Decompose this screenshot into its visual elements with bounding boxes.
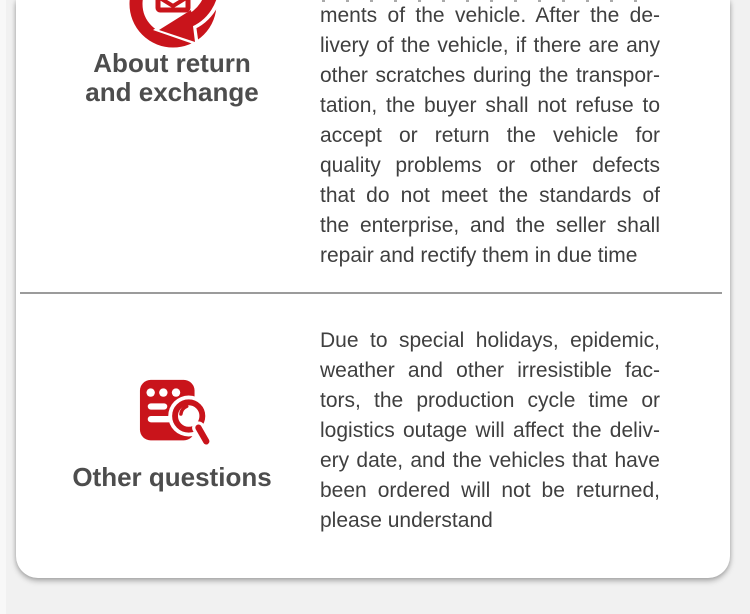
paragraph-line: accept or return the vehicle for <box>320 124 660 147</box>
paragraph-line: Due to special holidays, epidemic, <box>320 329 660 352</box>
paragraph-line: that do not meet the standards of <box>320 184 660 207</box>
document-search-magnifier-icon <box>138 377 216 455</box>
return-exchange-circular-arrows-icon <box>123 0 223 50</box>
page-left-gutter <box>0 0 6 614</box>
section-title-return-exchange: About return and exchange <box>85 48 259 107</box>
paragraph-line: repair and rectify them in due time <box>320 244 638 267</box>
faq-paragraph-return-exchange <box>320 1 660 271</box>
paragraph-line: the enterprise, and the seller shall <box>320 214 660 237</box>
cut-off-text-remnant <box>322 0 654 2</box>
paragraph-line: been ordered will not be returned, <box>320 479 660 502</box>
paragraph-line: please understand <box>320 509 493 532</box>
paragraph-line: logistics outage will affect the deliv- <box>320 419 660 442</box>
paragraph-line: livery of the vehicle, if there are any <box>320 34 660 57</box>
paragraph-line: ments of the vehicle. After the de- <box>320 4 660 27</box>
paragraph-line: ery date, and the vehicles that have <box>320 449 660 472</box>
section-divider <box>20 292 722 294</box>
faq-paragraph-other-questions <box>320 326 660 536</box>
content-card <box>16 0 730 578</box>
paragraph-line: other scratches during the transpor- <box>320 64 660 87</box>
section-title-other-questions: Other questions <box>72 462 272 492</box>
return-exchange-icon <box>123 0 223 50</box>
paragraph-line: weather and other irresistible fac- <box>320 359 660 382</box>
paragraph-line: quality problems or other defects <box>320 154 660 177</box>
paragraph-line: tation, the buyer shall not refuse to <box>320 94 660 117</box>
paragraph-line: tors, the production cycle time or <box>320 389 660 412</box>
